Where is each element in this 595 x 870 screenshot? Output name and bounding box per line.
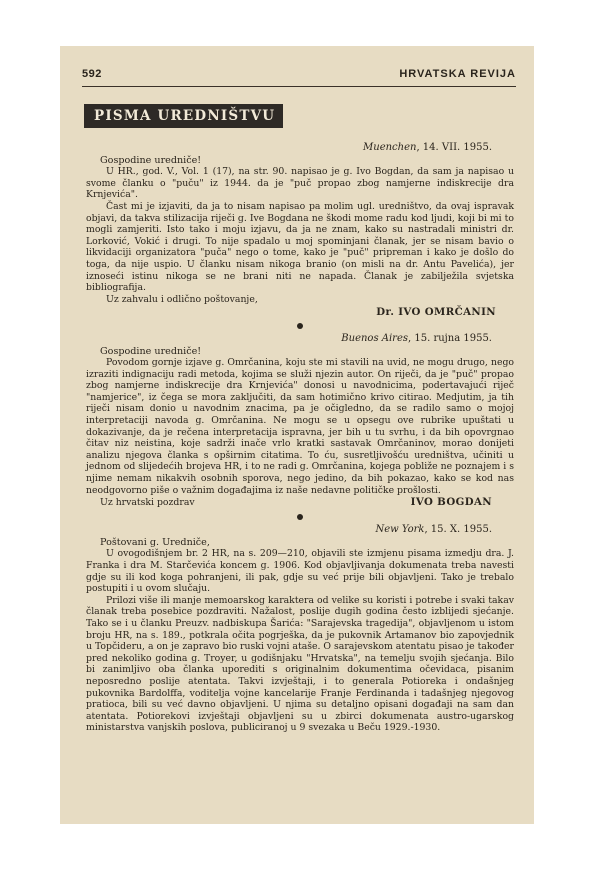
header-rule [82,86,516,87]
letter-paragraph: U HR., god. V., Vol. 1 (17), na str. 90. napisao je g. Ivo Bogdan, da sam ja napisao u svome članku o "puču" iz 1944. da je "puč propao zbog namjerne indiskrecije dra Krnjevića". [86,166,514,201]
letter-place: Muenchen [363,142,417,153]
letter-dateline [86,333,492,345]
letter-dateline [86,142,492,154]
letter-paragraph: Uz zahvalu i odlično poštovanje, [106,293,258,305]
letter-salutation: Poštovani g. Uredniče, [100,536,210,548]
letter-salutation: Gospodine uredniče! [100,345,202,357]
letter-closing-row [86,497,514,510]
bullet-separator [297,323,303,329]
letter-date: , 15. X. 1955. [424,524,492,536]
letter-salutation: Gospodine uredniče! [100,154,202,166]
page [60,46,534,824]
letter-date: , 15. rujna 1955. [408,332,492,344]
letter-dateline [86,524,492,536]
letter-place: Buenos Aires [341,332,409,344]
letter-paragraph: Povodom gornje izjave g. Omrčanina, koju ste mi stavili na uvid, ne mogu drugo, nego izraziti indignaciju radi metoda, kojima se služi njezin autor. On riječi, da je "puč" propao zbog namjerne indiskrecije dra Krnjevića" donosi u navodnicima, podertavajući riječ "namjerice", iz čega se mora zaključiti, da sam hotimično krivo citirao. Medjutim, ja tih riječi nisam donio u navodnim znacima, pa je očigledno, da se radilo samo o mojoj interpretaciji navoda g. Omrčanina. Ne mogu se u opsegu ove rubrike upuštati u dokazivanje, da je rečena interpretacija ispravna, jer bih u tu svrhu, i da bih opovrgnao čitav niz neistina, koje sadrži inače vrlo kratki sastavak Omrčaninov, morao donijeti analizu njegova članka s opširnim citatima. To ću, susretljivošću uredništva, učiniti u jednom od slijedećih brojeva HR, i to ne radi g. Omrčanina, kojega pobliže ne poznajem i s njime nemam nikakvih osobnih sporova, nego jedino, da bih pokazao, kako se kod nas neodgovorno piše o važnim događajima iz naše nedavne političke prošlosti. [86,357,514,496]
page-number: 592 [82,68,102,80]
running-header [82,68,516,84]
letter-date: , 14. VII. 1955. [416,142,492,153]
letter-paragraph: U ovogodišnjem br. 2 HR, na s. 209—210, objavili ste izmjenu pisama izmedju dra. J. Franka i dra M. Starčevića koncem g. 1906. Kod objavljivanja dokumenata treba navesti gdje su ili kod koga pohranjeni, ili pak, gdje su već prije bili objavljeni. Tako je trebalo postupiti i u ovom slučaju. [86,548,514,595]
letter-place: New York [375,524,425,536]
letters-column [86,142,514,734]
letter-signature: IVO BOGDAN [410,496,492,509]
letter-closing: Uz hrvatski pozdrav [100,497,195,509]
letter-paragraph: Prilozi više ili manje memoarskog karaktera od velike su koristi i potrebe i svaki takav članak treba posebice pozdraviti. Nažalost, poslije dugih godina često izblijedi sjećanje. Tako se i u članku Preuzv. nadbiskupa Šarića: "Sarajevska tragedija", objavljenom u istom broju HR, na s. 189., potkrala očita pogrješka, da je pukovnik Artamanov bio zapovjednik u Topčideru, a on je zapravo bio ruski vojni ataše. O sarajevskom atentatu pisao je također pred nekoliko godina g. Troyer, u godišnjaku "Hrvatska", na temelju svojih sjećanja. Bilo bi zanimljivo oba članka uporediti s originalnim dokumentima očevidaca, pisanim neposredno poslije atentata. Takvi izvještaji, i to generala Potioreka i ondašnjeg pukovnika Bardolffa, voditelja vojne kancelarije Franje Ferdinanda i tadašnjeg njegovog pratioca, bili su već davno objavljeni. U njima su detaljno opisani događaji na sam dan atentata. Potiorekovi izvještaji objavljeni su u zbirci dokumenata austro-ugarskog ministarstva vanjskih poslova, publiciranoj u 9 svezaka u Beču 1929.-1930. [86,594,514,734]
letter-paragraph: Čast mi je izjaviti, da ja to nisam napisao pa molim ugl. uredništvo, da ovaj ispravak objavi, da takva stilizacija riječi g. Ive Bogdana ne škodi mome radu kod ljudi, koji bi mi to mogli zamjeriti. Isto tako i moju izjavu, da ja ne znam, kako su nastradali ministri dr. Lorković, Vokić i drugi. To nije spadalo u moj spominjani članak, jer se nisam bavio o likvidaciji organizatora "puča" nego o tome, kako je "puč" pripreman i kako je došlo do toga, da nije uspio. U članku nisam nikoga branio (on misli na dr. Antu Pavelića), jer iznoseći istinu nikoga se ne brani niti ne napada. Članak je zabilježila svjetska bibliografija. [86,200,514,294]
letter-signature: Dr. IVO OMRČANIN [376,306,496,319]
bullet-separator [297,514,303,520]
section-title: PISMA UREDNIŠTVU [84,104,283,128]
journal-name: HRVATSKA REVIJA [399,68,516,80]
